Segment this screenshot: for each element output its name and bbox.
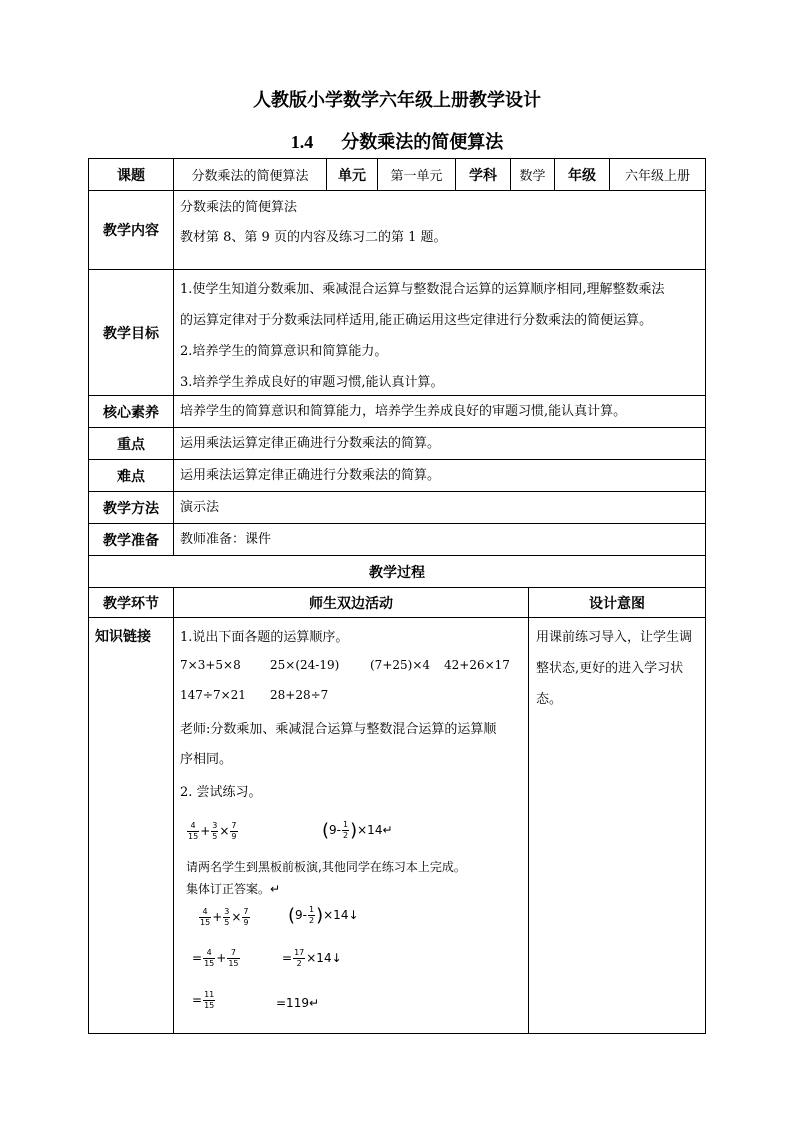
grade-value: 六年级上册	[609, 158, 706, 191]
col-header-intent: 设计意图	[528, 587, 706, 618]
content-line: 分数乘法的简便算法	[180, 200, 298, 215]
math-work-2: (9- $\frac{1}{2}$ )×14↓	[288, 905, 359, 926]
document-title: 人教版小学数学六年级上册教学设计	[253, 90, 541, 111]
goal-line: 1.使学生知道分数乘加、乘减混合运算与整数混合运算的运算顺序相同,理解整数乘法	[180, 282, 665, 297]
teacher-note: 老师:分数乘加、乘减混合运算与整数混合运算的运算顺	[180, 722, 497, 737]
goal-line: 的运算定律对于分数乘法同样适用,能正确运用这些定律进行分数乘法的简便运算。	[180, 313, 653, 328]
key-point-label: 重点	[88, 427, 174, 460]
literacy-text: 培养学生的简算意识和简算能力，培养学生养成良好的审题习惯,能认真计算。	[173, 395, 706, 428]
col-header-stage: 教学环节	[88, 587, 174, 618]
content-cell	[173, 190, 706, 270]
intent-line: 用课前练习导入，让学生调	[536, 630, 693, 645]
expression: (7+25)×4	[370, 658, 431, 672]
lesson-heading	[0, 128, 794, 154]
process-title: 教学过程	[88, 555, 706, 588]
method-text: 演示法	[173, 491, 706, 524]
key-point-text: 运用乘法运算定律正确进行分数乘法的简算。	[173, 427, 706, 460]
expression: 7×3+5×8	[180, 658, 241, 672]
goals-cell	[173, 269, 706, 396]
teacher-note: 序相同。	[180, 752, 233, 767]
expression: 147÷7×21	[180, 688, 246, 702]
prep-label: 教学准备	[88, 523, 174, 556]
content-line: 教材第 8、第 9 页的内容及练习二的第 1 题。	[180, 230, 447, 245]
math-expression-1: $\frac{4}{15}$ + $\frac{3}{5}$ × $\frac{7}{9}$	[188, 821, 237, 841]
math-result: =119↵	[276, 996, 320, 1010]
col-header-activity: 师生双边活动	[173, 587, 529, 618]
stage-label: 知识链接	[88, 617, 174, 1034]
difficulty-label: 难点	[88, 459, 174, 492]
activity-cell	[173, 617, 529, 1034]
expression: 25×(24-19)	[270, 658, 340, 672]
math-work-1: $\frac{4}{15}$ + $\frac{3}{5}$ × $\frac{7}{9}$	[200, 907, 249, 927]
unit-value: 第一单元	[377, 158, 456, 191]
difficulty-text: 运用乘法运算定律正确进行分数乘法的简算。	[173, 459, 706, 492]
method-label: 教学方法	[88, 491, 174, 524]
board-instruction: 集体订正答案。↵	[186, 882, 281, 896]
goal-line: 3.培养学生养成良好的审题习惯,能认真计算。	[180, 375, 444, 390]
board-instruction: 请两名学生到黑板前板演,其他同学在练习本上完成。	[186, 860, 466, 874]
goals-label: 教学目标	[88, 269, 174, 396]
topic-label: 课题	[88, 158, 174, 191]
math-work-5: = $\frac{11}{15}$	[192, 990, 215, 1010]
question-2: 2. 尝试练习。	[180, 785, 262, 800]
topic-value: 分数乘法的简便算法	[173, 158, 327, 191]
lesson-title: 分数乘法的简便算法	[341, 132, 504, 153]
content-label: 教学内容	[88, 190, 174, 270]
math-work-3: = $\frac{4}{15}$ + $\frac{7}{15}$	[192, 948, 239, 968]
goal-line: 2.培养学生的简算意识和简算能力。	[180, 344, 388, 359]
question-1: 1.说出下面各题的运算顺序。	[180, 630, 349, 645]
math-expression-2: (9- $\frac{1}{2}$ )×14↵	[322, 820, 393, 841]
subject-value: 数学	[510, 158, 555, 191]
grade-label: 年级	[554, 158, 610, 191]
subject-label: 学科	[455, 158, 511, 191]
intent-line: 整状态,更好的进入学习状	[536, 661, 684, 676]
prep-text: 教师准备：课件	[173, 523, 706, 556]
lesson-number: 1.4	[290, 132, 314, 152]
math-work-4: = $\frac{17}{2}$ ×14↓	[282, 948, 342, 968]
unit-label: 单元	[326, 158, 378, 191]
literacy-label: 核心素养	[88, 395, 174, 428]
intent-cell	[528, 617, 706, 1034]
intent-line: 态。	[536, 692, 563, 707]
expression: 42+26×17	[444, 658, 510, 672]
expression: 28+28÷7	[270, 688, 329, 702]
